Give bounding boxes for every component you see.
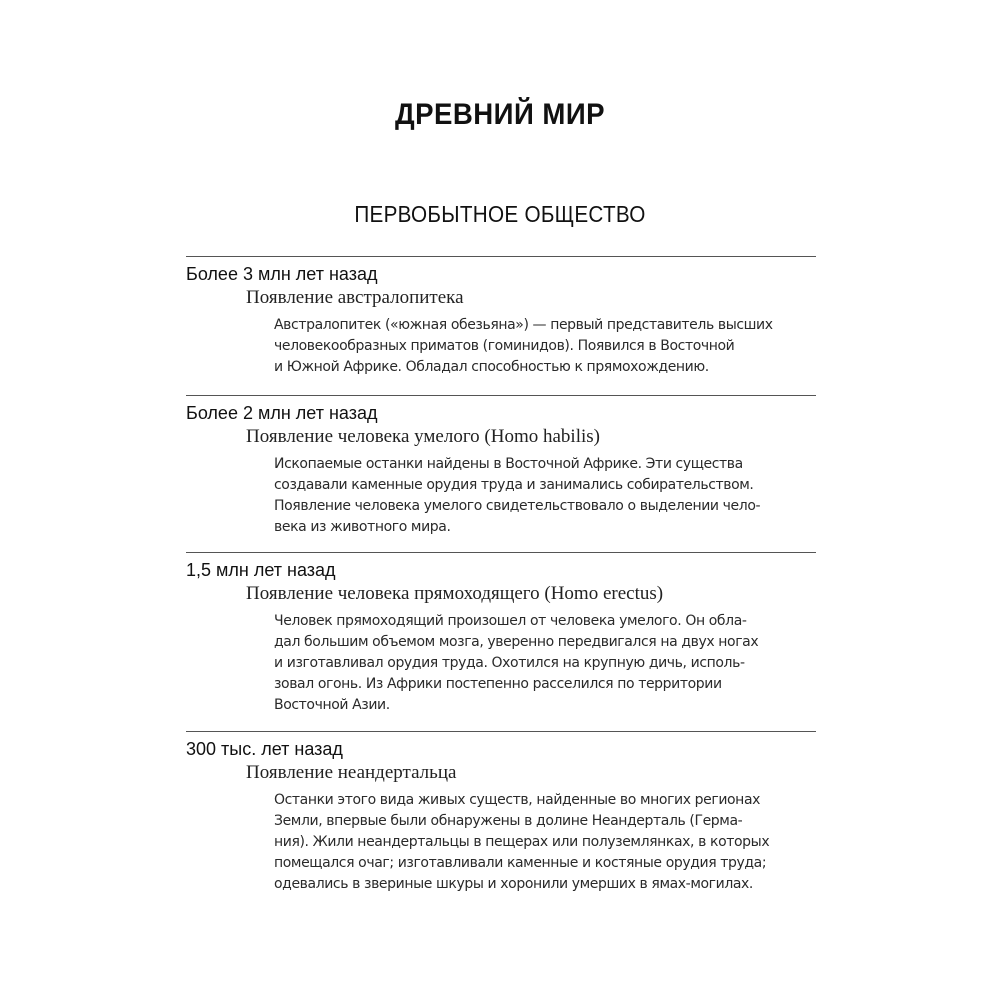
- timeline-entry: [186, 552, 816, 716]
- entry-heading: Появление человека умелого (Homo habilis): [246, 426, 600, 447]
- entry-date: 300 тыс. лет назад: [186, 739, 343, 759]
- description-line: человекообразных приматов (гоминидов). Появился в Восточной: [274, 338, 735, 354]
- entry-description: [274, 790, 794, 895]
- entry-description: [274, 454, 794, 538]
- description-line: создавали каменные орудия труда и занимались собирательством.: [274, 477, 754, 493]
- description-line: Ископаемые останки найдены в Восточной Африке. Эти существа: [274, 456, 743, 472]
- description-line: Земли, впервые были обнаружены в долине Неандерталь (Герма-: [274, 813, 743, 829]
- description-line: Останки этого вида живых существ, найденные во многих регионах: [274, 792, 761, 808]
- description-line: и Южной Африке. Обладал способностью к прямохождению.: [274, 359, 709, 375]
- description-line: дал большим объемом мозга, уверенно передвигался на двух ногах: [274, 634, 759, 650]
- description-line: и изготавливал орудия труда. Охотился на крупную дичь, исполь-: [274, 655, 745, 671]
- description-line: Австралопитек («южная обезьяна») — первый представитель высших: [274, 317, 773, 333]
- description-line: зовал огонь. Из Африки постепенно расселился по территории: [274, 676, 722, 692]
- description-line: одевались в звериные шкуры и хоронили умерших в ямах-могилах.: [274, 876, 753, 892]
- description-line: Появление человека умелого свидетельствовало о выделении чело-: [274, 498, 761, 514]
- timeline-entry: [186, 731, 816, 895]
- section-title: ПЕРВОБЫТНОЕ ОБЩЕСТВО: [354, 201, 646, 227]
- description-line: ния). Жили неандертальцы в пещерах или полуземлянках, в которых: [274, 834, 770, 850]
- entry-heading: Появление неандертальца: [246, 762, 457, 783]
- entry-heading: Появление австралопитека: [246, 287, 464, 308]
- entry-date: 1,5 млн лет назад: [186, 560, 336, 580]
- entry-date: Более 2 млн лет назад: [186, 403, 378, 423]
- page-title: ДРЕВНИЙ МИР: [395, 98, 605, 131]
- description-line: Человек прямоходящий произошел от человека умелого. Он обла-: [274, 613, 747, 629]
- entry-description: [274, 611, 794, 716]
- entry-date: Более 3 млн лет назад: [186, 264, 378, 284]
- entry-heading: Появление человека прямоходящего (Homo erectus): [246, 583, 664, 604]
- timeline-entry: [186, 256, 816, 378]
- timeline-entry: [186, 395, 816, 538]
- description-line: Восточной Азии.: [274, 697, 390, 713]
- description-line: века из животного мира.: [274, 519, 451, 535]
- entry-description: [274, 315, 794, 378]
- description-line: помещался очаг; изготавливали каменные и костяные орудия труда;: [274, 855, 767, 871]
